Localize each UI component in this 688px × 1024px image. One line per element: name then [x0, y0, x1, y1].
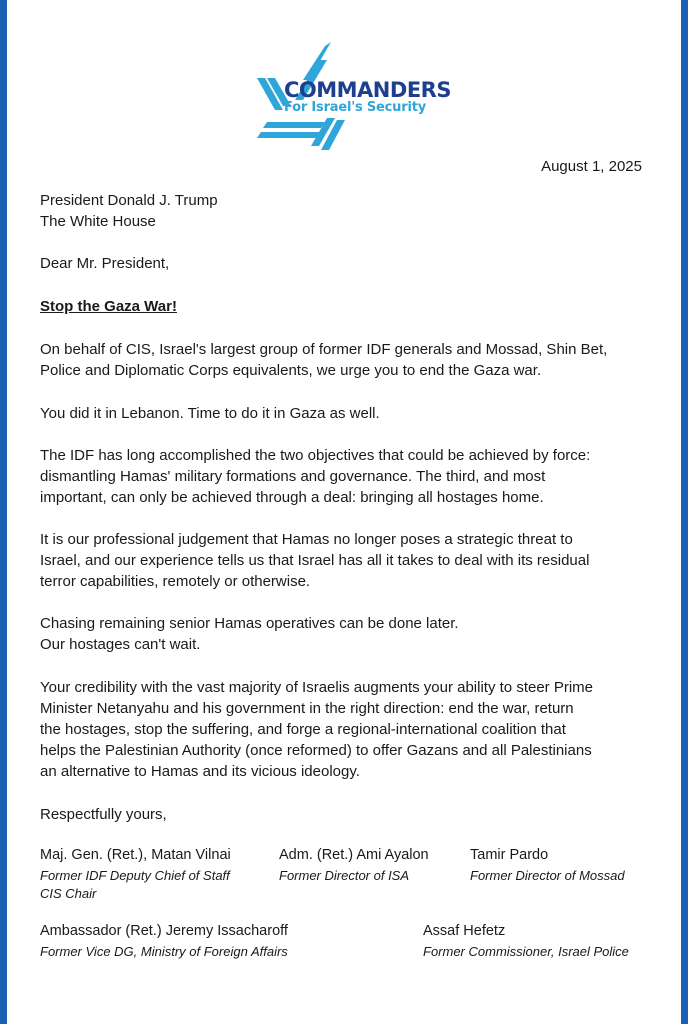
letter-date: August 1, 2025: [541, 158, 642, 175]
paragraph-line: Police and Diplomatic Corps equivalents, we urge you to end the Gaza war.: [40, 362, 542, 379]
signatory-title: Former Director of ISA: [279, 868, 410, 883]
paragraph-line: the hostages, stop the suffering, and forge a regional-international coalition that: [40, 721, 566, 738]
signatory-name: Tamir Pardo: [470, 847, 549, 863]
paragraph-line: important, can only be achieved through a deal: bringing all hostages home.: [40, 489, 544, 506]
page-frame-right: [681, 0, 688, 1024]
page-frame-left: [0, 0, 7, 1024]
paragraph-line: Israel, and our experience tells us that Israel has all it takes to deal with its residual: [40, 552, 590, 569]
salutation: Dear Mr. President,: [40, 255, 170, 272]
recipient-name: President Donald J. Trump: [40, 192, 218, 209]
signatory-title: Former Director of Mossad: [470, 868, 625, 883]
signatory-title: Former Commissioner, Israel Police: [423, 944, 629, 959]
signatory-name: Maj. Gen. (Ret.), Matan Vilnai: [40, 847, 231, 863]
closing: Respectfully yours,: [40, 806, 167, 823]
paragraph-line: Our hostages can't wait.: [40, 636, 201, 653]
signatory-title: Former Vice DG, Ministry of Foreign Affairs: [40, 944, 288, 959]
paragraph-line: Minister Netanyahu and his government in the right direction: end the war, return: [40, 700, 574, 717]
recipient-address: The White House: [40, 213, 156, 230]
paragraph-line: It is our professional judgement that Hamas no longer poses a strategic threat to: [40, 531, 573, 548]
signatory-name: Ambassador (Ret.) Jeremy Issacharoff: [40, 923, 288, 939]
paragraph-line: Your credibility with the vast majority of Israelis augments your ability to steer Prime: [40, 679, 594, 696]
paragraph-line: terror capabilities, remotely or otherwise.: [40, 573, 311, 590]
paragraph-line: an alternative to Hamas and its vicious ideology.: [40, 763, 360, 780]
signatory-title: CIS Chair: [40, 886, 97, 901]
org-name: COMMANDERS: [284, 78, 451, 102]
paragraph-line: Chasing remaining senior Hamas operatives can be done later.: [40, 615, 459, 632]
org-tagline: For Israel's Security: [284, 100, 426, 115]
paragraph-line: helps the Palestinian Authority (once reformed) to offer Gazans and all Palestinians: [40, 742, 592, 759]
signatory-name: Assaf Hefetz: [423, 923, 506, 939]
paragraph-line: The IDF has long accomplished the two objectives that could be achieved by force:: [40, 447, 591, 464]
paragraph-line: On behalf of CIS, Israel's largest group of former IDF generals and Mossad, Shin Bet,: [40, 341, 608, 358]
paragraph-line: You did it in Lebanon. Time to do it in Gaza as well.: [40, 405, 380, 422]
signatory-name: Adm. (Ret.) Ami Ayalon: [279, 847, 429, 863]
subject-line: Stop the Gaza War!: [40, 298, 177, 315]
paragraph-line: dismantling Hamas' military formations and governance. The third, and most: [40, 468, 546, 485]
signatory-title: Former IDF Deputy Chief of Staff: [40, 868, 230, 883]
